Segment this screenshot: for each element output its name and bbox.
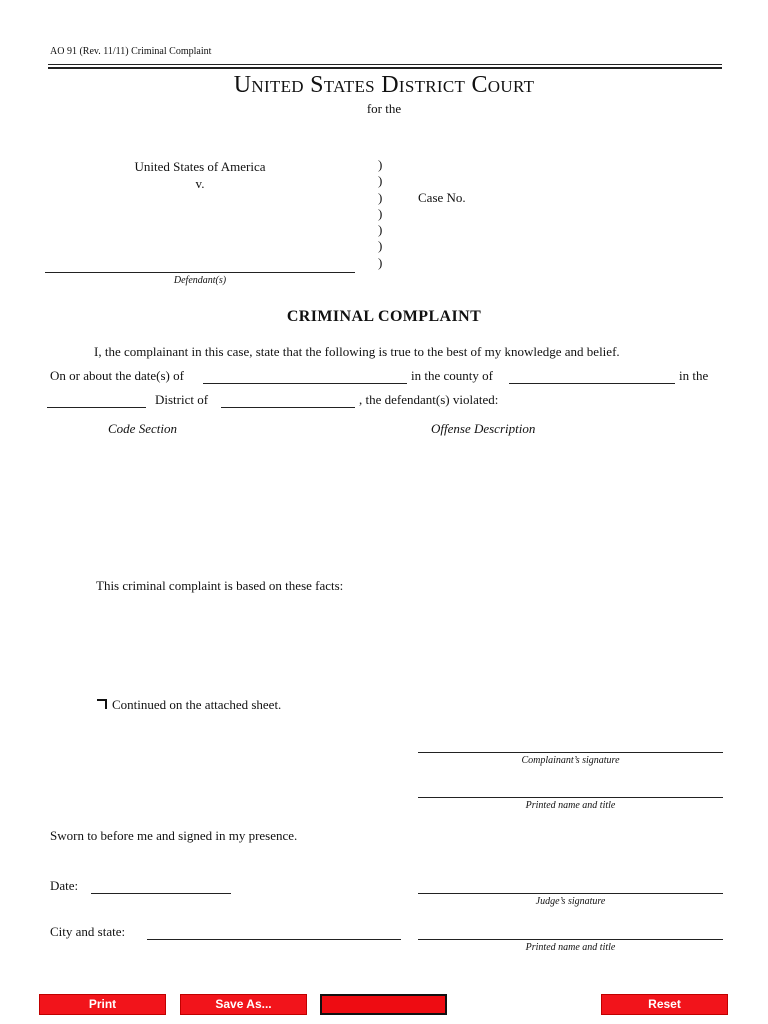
in-the-label: in the (679, 368, 709, 383)
print-button[interactable]: Print (39, 994, 166, 1015)
plaintiff-name: United States of America (134, 159, 266, 174)
continued-checkbox-row[interactable] (97, 697, 281, 713)
city-state-label: City and state: (50, 924, 126, 939)
on-or-about-label: On or about the date(s) of (50, 368, 184, 383)
county-field[interactable] (509, 383, 675, 384)
blank-button[interactable] (320, 994, 447, 1015)
defendant-label: Defendant(s) (173, 275, 227, 286)
sworn-statement: Sworn to before me and signed in my presence. (50, 828, 298, 843)
judge-printed-name-label: Printed name and title (525, 942, 616, 953)
complainant-printed-name-line[interactable] (418, 797, 723, 798)
district-field[interactable] (221, 407, 355, 408)
offense-date-field[interactable] (203, 383, 407, 384)
court-title: United States District Court (233, 72, 535, 98)
complainant-intro: I, the complainant in this case, state that the following is true to the best of my knowledge and belief. (94, 344, 620, 359)
header-rule-thin (48, 64, 722, 65)
judge-signature-label: Judge’s signature (535, 896, 606, 907)
reset-button[interactable]: Reset (601, 994, 728, 1015)
checkbox-icon[interactable] (97, 699, 107, 709)
district-of-label: District of (155, 392, 209, 407)
versus-text: v. (195, 176, 205, 191)
save-as-button[interactable]: Save As... (180, 994, 307, 1015)
complainant-signature-label: Complainant’s signature (521, 755, 620, 766)
district-direction-field[interactable] (47, 407, 146, 408)
date-field[interactable] (91, 893, 231, 894)
caption-parties (100, 158, 300, 192)
judge-printed-name-line[interactable] (418, 939, 723, 940)
county-label: in the county of (411, 368, 493, 383)
caption-parentheses: ) ) ) ) ) ) ) (378, 157, 383, 270)
complainant-signature-line[interactable] (418, 752, 723, 753)
case-number-label: Case No. (418, 190, 466, 205)
for-the-text: for the (366, 101, 402, 116)
header-rule-thick (48, 67, 722, 69)
city-state-field[interactable] (147, 939, 401, 940)
complaint-title: CRIMINAL COMPLAINT (286, 308, 482, 325)
offense-description-heading: Offense Description (431, 421, 536, 436)
complainant-printed-name-label: Printed name and title (525, 800, 616, 811)
facts-statement: This criminal complaint is based on these facts: (96, 578, 344, 593)
violated-label: , the defendant(s) violated: (359, 392, 499, 407)
judge-signature-line[interactable] (418, 893, 723, 894)
continued-checkbox-label: Continued on the attached sheet. (112, 697, 282, 712)
code-section-heading: Code Section (108, 421, 177, 436)
date-label: Date: (50, 878, 79, 893)
form-identifier: AO 91 (Rev. 11/11) Criminal Complaint (50, 46, 212, 57)
defendant-field-line[interactable] (45, 272, 355, 273)
